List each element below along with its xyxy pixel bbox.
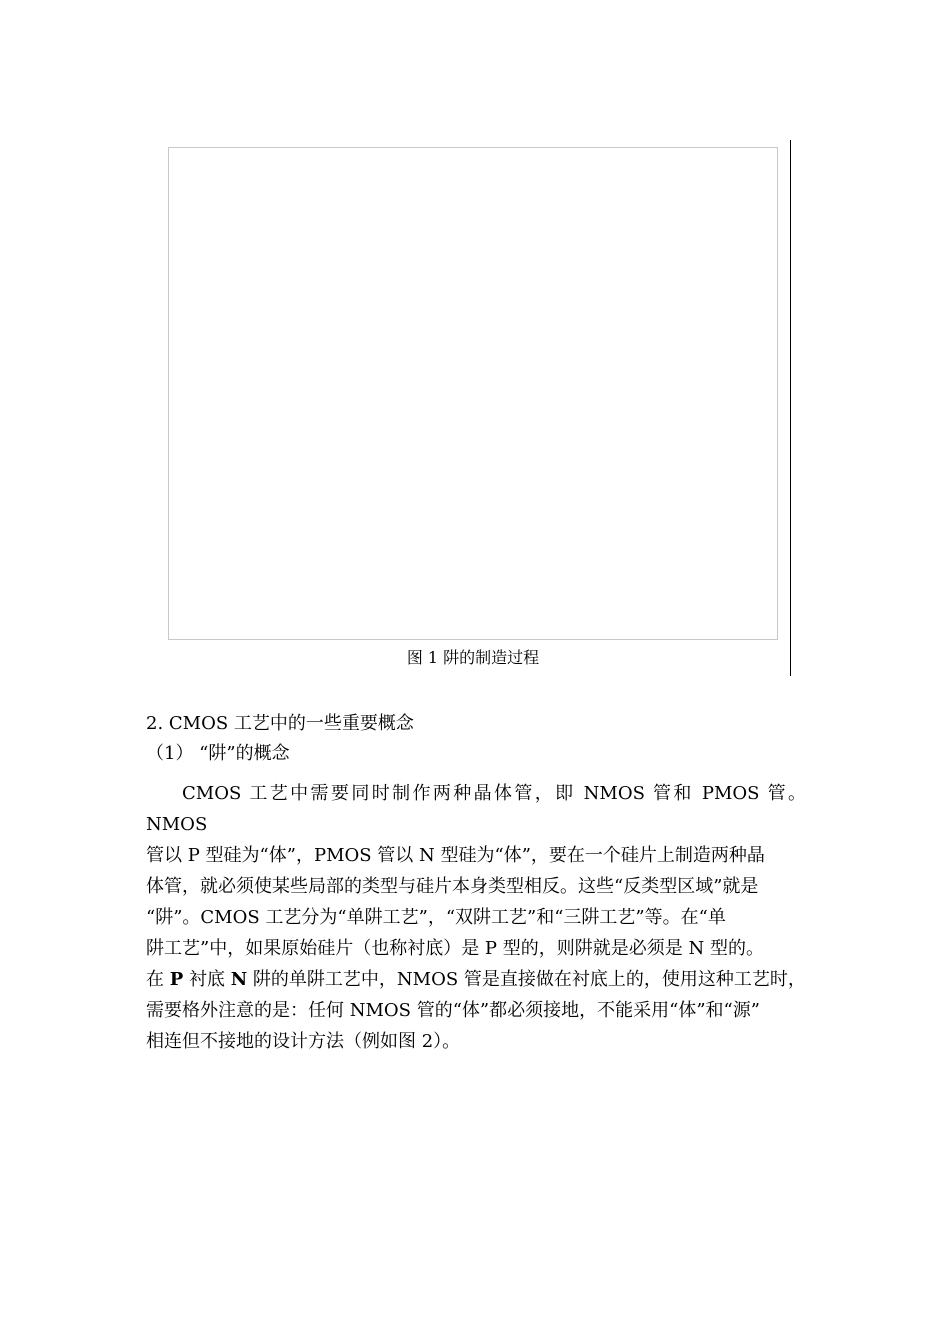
figure-caption: 图 1 阱的制造过程 [406, 648, 540, 667]
paragraph-line: CMOS 工艺中需要同时制作两种晶体管，即 NMOS 管和 PMOS 管。NMOS [146, 783, 806, 835]
bold-text-n: N [230, 969, 248, 990]
paragraph-line: 阱工艺”中，如果原始硅片（也称衬底）是 P 型的，则阱就是必须是 N 型的。 [146, 938, 764, 959]
paragraph-line [146, 964, 806, 995]
paragraph-line: 相连但不接地的设计方法（例如图 2）。 [146, 1031, 461, 1052]
text-run: 衬底 [183, 969, 231, 990]
subsection-heading: （1） “阱”的概念 [146, 743, 290, 764]
body-paragraph [146, 778, 806, 1057]
text-run: 在 [146, 969, 170, 990]
bold-text-p: P [169, 969, 184, 990]
paragraph-line: 管以 P 型硅为“体”，PMOS 管以 N 型硅为“体”，要在一个硅片上制造两种晶 [146, 845, 765, 866]
figure-image-frame [168, 147, 778, 640]
page-margin-rule [790, 140, 791, 676]
paragraph-line: “阱”。CMOS 工艺分为“单阱工艺”，“双阱工艺”和“三阱工艺”等。在“单 [146, 907, 726, 928]
section-heading: 2. CMOS 工艺中的一些重要概念 [146, 713, 414, 734]
paragraph-line: 体管，就必须使某些局部的类型与硅片本身类型相反。这些“反类型区域”就是 [146, 876, 759, 897]
paragraph-line: 需要格外注意的是：任何 NMOS 管的“体”都必须接地，不能采用“体”和“源” [146, 1000, 760, 1021]
text-run: 阱的单阱工艺中，NMOS 管是直接做在衬底上的，使用这种工艺时， [247, 969, 806, 990]
